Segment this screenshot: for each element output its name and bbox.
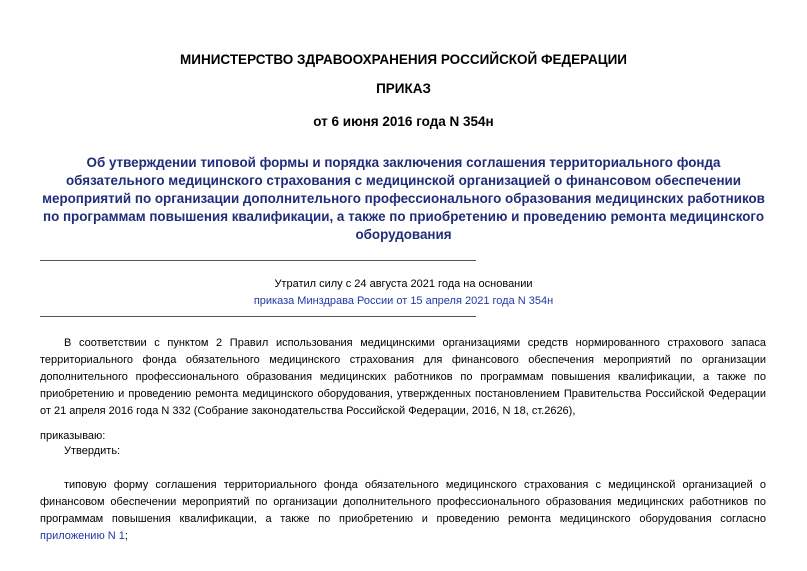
preamble-paragraph: В соответствии с пунктом 2 Правил использования медицинскими организациями средств нормированного страхового запаса территориального фонда обязательного медицинского страхования для финансового обеспечения мероприятий по организации дополнительного профессионального образования медицинских работников по программам повышения квалификации, а также по приобретению и проведению ремонта медицинского оборудования, утвержденных постановлением Правительства Российской Федерации от 21 апреля 2016 года N 332 (Собрание законодательства Российской Федерации, 2016, N 18, ст.2626), xyxy=(40,337,766,417)
typical-form-link[interactable]: типовой формы xyxy=(200,155,309,170)
title-text-1: Об утверждении xyxy=(86,155,201,170)
item-1-paragraph xyxy=(40,477,766,545)
item-1-text: типовую форму соглашения территориального фонда обязательного медицинского страхования с медицинской организацией о финансовом обеспечении мероприятий по организации дополнительного профессионального образования медицинских работников по программам повышения квалификации, а также по приобретению и проведению ремонта медицинского оборудования согласно xyxy=(40,479,766,525)
document-title xyxy=(38,154,769,244)
document-date: от 6 июня 2016 года N 354н xyxy=(313,114,494,129)
document-type: ПРИКАЗ xyxy=(376,81,431,96)
divider-bottom xyxy=(40,316,476,317)
order-word: приказываю: xyxy=(40,430,106,442)
title-text-3: заключения соглашения территориального фонда обязательного медицинского страхования с медицинской организацией о финансовом обеспечении мероприятий по организации дополнительного профессионального образования медицинских работников по программам повышения квалификации, а также по приобретению и проведению ремонта медицинского оборудования xyxy=(42,155,765,242)
status-note: Утратил силу с 24 августа 2021 года на основании xyxy=(274,278,533,290)
approve-line: Утвердить: xyxy=(64,445,121,457)
ministry-heading: МИНИСТЕРСТВО ЗДРАВООХРАНЕНИЯ РОССИЙСКОЙ ФЕДЕРАЦИИ xyxy=(180,52,627,67)
item-1-end: ; xyxy=(124,530,128,542)
repealing-order-link[interactable]: приказа Минздрава России от 15 апреля 2021 года N 354н xyxy=(253,295,554,307)
title-text-2: и xyxy=(308,155,325,170)
appendix-1-link[interactable]: приложению N 1 xyxy=(40,530,125,542)
procedure-link[interactable]: порядка xyxy=(324,155,380,170)
divider-top xyxy=(40,260,476,261)
